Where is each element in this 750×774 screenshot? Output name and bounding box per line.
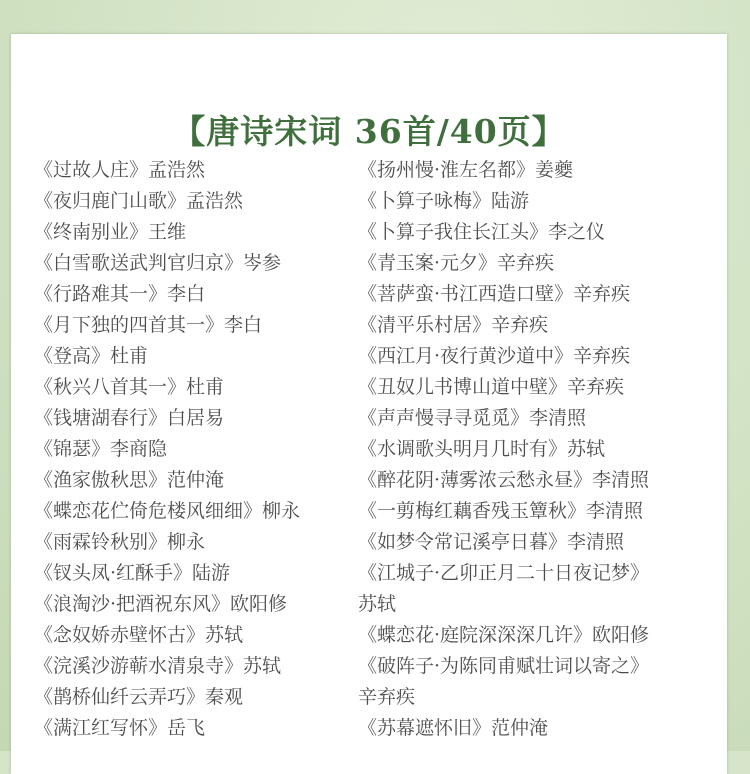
poem-item: 《破阵子·为陈同甫赋壮词以寄之》: [358, 655, 650, 677]
poem-item: 《蝶恋花伫倚危楼风细细》柳永: [34, 500, 301, 522]
poem-item: 《醉花阴·薄雾浓云愁永昼》李清照: [358, 469, 650, 491]
poem-item: 《一剪梅红藕香残玉簟秋》李清照: [358, 500, 644, 522]
poem-item: 《钗头凤·红酥手》陆游: [34, 562, 231, 584]
poem-item: 《念奴娇赤壁怀古》苏轼: [34, 624, 244, 646]
poem-item: 《月下独的四首其一》李白: [34, 314, 263, 336]
poem-item: 《青玉案·元夕》辛弃疾: [358, 252, 555, 274]
poem-item: 《登高》杜甫: [34, 345, 149, 367]
poem-item: 《雨霖铃秋别》柳永: [34, 531, 206, 553]
poem-item: 《秋兴八首其一》杜甫: [34, 376, 225, 398]
poem-item: 《钱塘湖春行》白居易: [34, 407, 225, 429]
poem-item: 《浣溪沙游蕲水清泉寺》苏轼: [34, 655, 282, 677]
poem-item: 《水调歌头明月几时有》苏轼: [358, 438, 606, 460]
poem-item: 《终南别业》王维: [34, 221, 187, 243]
poem-item: 《渔家傲秋思》范仲淹: [34, 469, 225, 491]
poem-item: 《卜算子咏梅》陆游: [358, 190, 530, 212]
poem-item: 《锦瑟》李商隐: [34, 438, 168, 460]
poem-item: 《苏幕遮怀旧》范仲淹: [358, 717, 549, 739]
poem-item: 《清平乐村居》辛弃疾: [358, 314, 549, 336]
poem-item: 《浪淘沙·把酒祝东风》欧阳修: [34, 593, 288, 615]
poem-item: 《蝶恋花·庭院深深深几许》欧阳修: [358, 624, 650, 646]
page-title: 【唐诗宋词 36首/40页】: [172, 112, 566, 151]
poem-item: 《菩萨蛮·书江西造口壁》辛弃疾: [358, 283, 631, 305]
poem-item: 《白雪歌送武判官归京》岑参: [34, 252, 282, 274]
poem-item: 《西江月·夜行黄沙道中》辛弃疾: [358, 345, 631, 367]
poem-item: 《满江红写怀》岳飞: [34, 717, 206, 739]
poem-list-left: [34, 155, 300, 744]
poem-item: 《行路难其一》李白: [34, 283, 206, 305]
poem-list-right: [358, 155, 649, 744]
poem-item: 《扬州慢·淮左名都》姜夔: [358, 159, 574, 181]
poem-item: 《过故人庄》孟浩然: [34, 159, 206, 181]
paper-sheet: [11, 34, 727, 774]
poem-item-continuation: 苏轼: [358, 593, 397, 615]
poem-item: 《江城子·乙卯正月二十日夜记梦》: [358, 562, 650, 584]
poem-item: 《声声慢寻寻觅觅》李清照: [358, 407, 587, 429]
poem-item: 《丑奴儿书博山道中壁》辛弃疾: [358, 376, 625, 398]
poem-item: 《如梦令常记溪亭日暮》李清照: [358, 531, 625, 553]
poem-item-continuation: 辛弃疾: [358, 686, 416, 708]
poem-item: 《卜算子我住长江头》李之仪: [358, 221, 606, 243]
poem-item: 《夜归鹿门山歌》孟浩然: [34, 190, 244, 212]
poem-item: 《鹊桥仙纤云弄巧》秦观: [34, 686, 244, 708]
